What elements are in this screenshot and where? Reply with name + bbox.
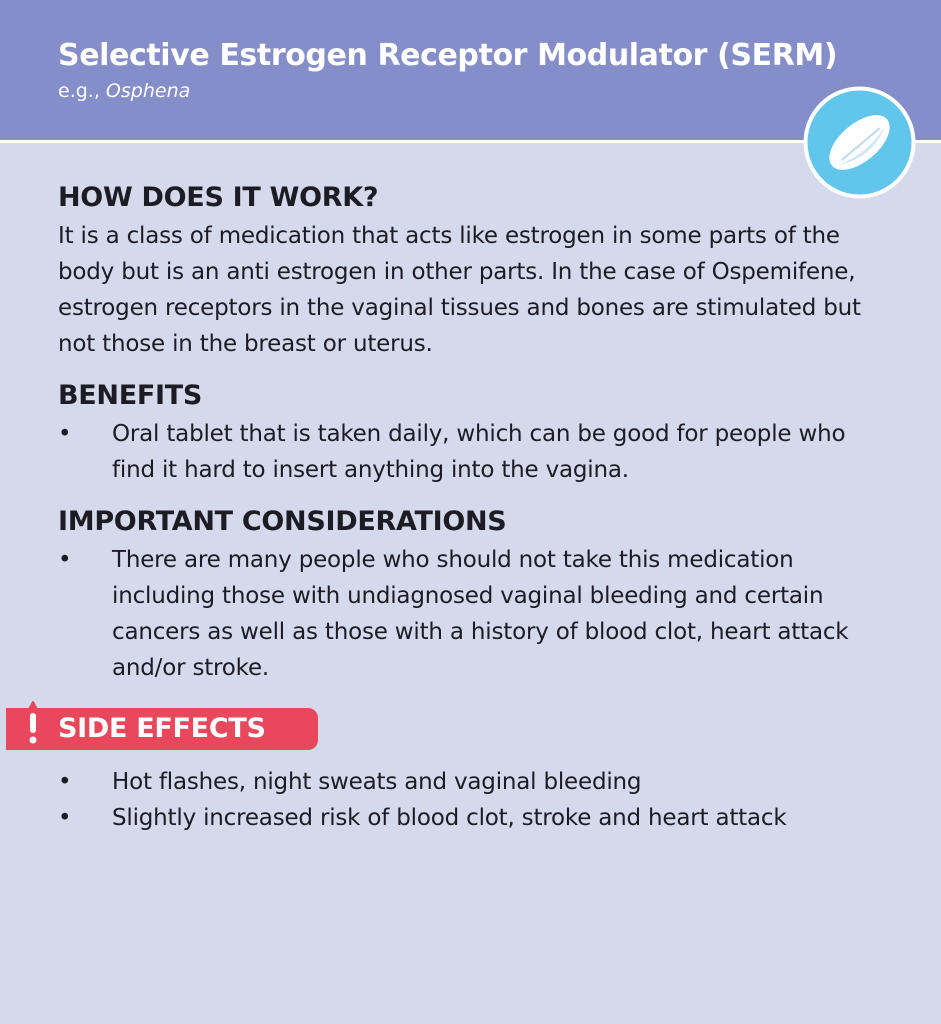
example-drug-name: Osphena [105, 80, 191, 102]
example-line [58, 80, 190, 102]
list-item [58, 800, 888, 836]
side-effects-heading: SIDE EFFECTS [58, 713, 266, 744]
content [58, 178, 888, 836]
bullet-icon: • [58, 547, 72, 573]
how-it-works-text: It is a class of medication that acts like estrogen in some parts of the body but is an anti estrogen in other parts. In the case of Ospemifene, estrogen receptors in the vaginal tissues and bones are stimulated but not those in the breast or uterus. [58, 223, 861, 357]
considerations-section [58, 502, 888, 686]
bullet-icon: • [58, 421, 72, 447]
benefits-heading: BENEFITS [58, 380, 203, 411]
page-title: Selective Estrogen Receptor Modulator (SERM) [58, 38, 838, 73]
benefits-section [58, 376, 888, 488]
benefits-list [58, 416, 888, 488]
bullet-icon: • [58, 805, 72, 831]
example-prefix: e.g., [58, 80, 106, 102]
how-it-works-heading: HOW DOES IT WORK? [58, 182, 379, 213]
how-it-works-section [58, 178, 888, 362]
bullet-icon: • [58, 769, 72, 795]
list-item [58, 542, 888, 686]
header-banner [0, 0, 941, 143]
benefit-text: Oral tablet that is taken daily, which can be good for people who find it hard to insert anything into the vagina. [112, 421, 846, 483]
considerations-heading: IMPORTANT CONSIDERATIONS [58, 506, 507, 537]
side-effects-list [58, 764, 888, 836]
alert-icon [6, 698, 60, 752]
side-effect-text: Hot flashes, night sweats and vaginal bleeding [112, 769, 642, 795]
considerations-list [58, 542, 888, 686]
consideration-text: There are many people who should not take this medication including those with undiagnosed vaginal bleeding and certain cancers as well as those with a history of blood clot, heart attack and/or stroke. [112, 547, 849, 681]
list-item [58, 764, 888, 800]
list-item [58, 416, 888, 488]
side-effects-banner [58, 704, 888, 750]
side-effect-text: Slightly increased risk of blood clot, stroke and heart attack [112, 805, 787, 831]
